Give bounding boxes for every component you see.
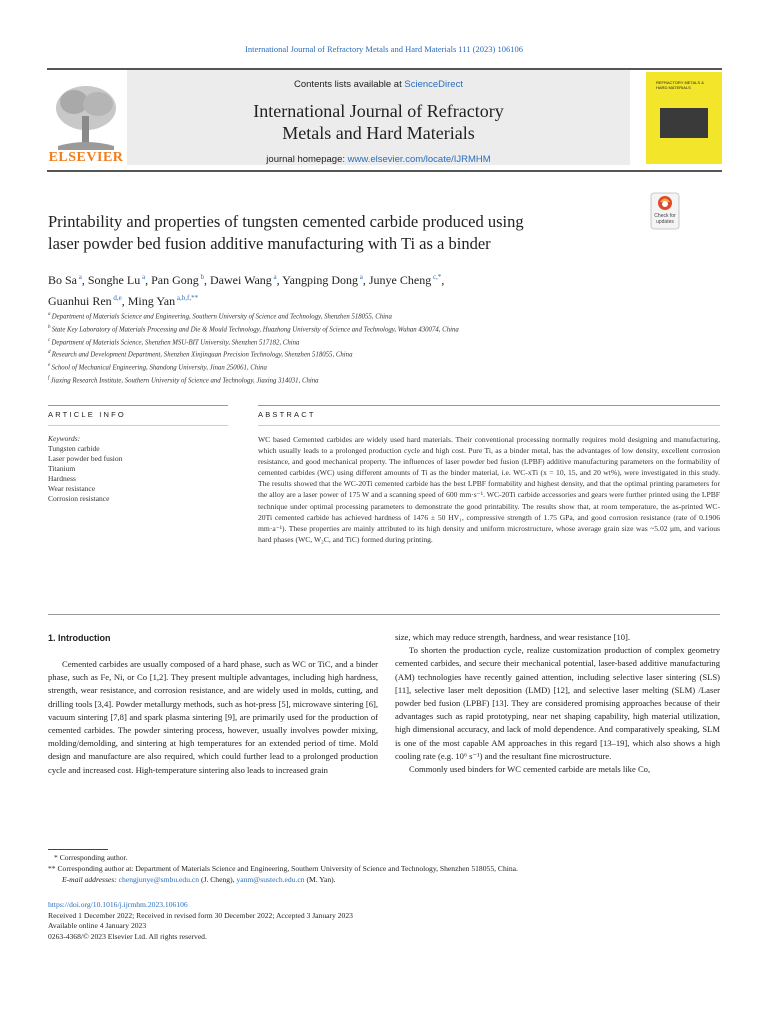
check-for-updates-label: Check for updates bbox=[654, 213, 676, 225]
article-title-line1: Printability and properties of tungsten cemented carbide produced using bbox=[48, 212, 524, 231]
affiliation-item bbox=[48, 323, 688, 336]
author-name-text: Bo Sa bbox=[48, 273, 78, 287]
contents-availability bbox=[127, 79, 630, 90]
check-for-updates-icon[interactable] bbox=[645, 191, 685, 231]
author-name-text: Junye Cheng bbox=[368, 273, 432, 287]
email-label: E-mail addresses: bbox=[62, 875, 119, 885]
affiliation-text: Jiaxing Research Institute, Southern University of Science and Technology, Jiaxing 314031, China bbox=[50, 377, 319, 385]
journal-reference-link[interactable]: International Journal of Refractory Metals and Hard Materials 111 (2023) 106106 bbox=[245, 44, 523, 54]
author-affiliation-marker[interactable]: c,* bbox=[431, 273, 442, 281]
cover-photo bbox=[660, 108, 708, 138]
author-affiliation-marker[interactable]: a bbox=[77, 273, 82, 281]
author-name[interactable] bbox=[88, 273, 145, 287]
author-affiliation-marker[interactable]: a,b,f,** bbox=[175, 294, 199, 302]
footnote-rule bbox=[48, 849, 108, 850]
affiliation-item bbox=[48, 310, 688, 323]
email-owner-cheng: (J. Cheng), bbox=[199, 875, 237, 885]
keyword-item: Titanium bbox=[48, 464, 76, 473]
cover-title: REFRACTORY METALS & HARD MATERIALS bbox=[656, 80, 704, 90]
copyright: 0263-4368/© 2023 Elsevier Ltd. All rights reserved. bbox=[48, 931, 207, 941]
contents-prefix: Contents lists available at bbox=[294, 79, 405, 90]
keyword-item: Wear resistance bbox=[48, 484, 96, 493]
author-name[interactable] bbox=[282, 273, 363, 287]
intro-paragraph-continued: size, which may reduce strength, hardness, and wear resistance [10]. bbox=[395, 632, 631, 642]
journal-title bbox=[127, 100, 630, 144]
author-name-text: Yangping Dong bbox=[282, 273, 359, 287]
article-info-subdivider bbox=[48, 425, 228, 426]
footnote-corresponding: * Corresponding author. bbox=[54, 853, 128, 862]
abstract-heading: ABSTRACT bbox=[258, 410, 316, 419]
affiliation-text: Department of Materials Science, Shenzhen MSU-BIT University, Shenzhen 517182, China bbox=[51, 338, 300, 346]
author-affiliation-marker[interactable]: b bbox=[198, 273, 204, 281]
author-name[interactable] bbox=[48, 273, 82, 287]
author-name-text: Ming Yan bbox=[127, 294, 176, 308]
affiliation-marker: f bbox=[48, 375, 51, 381]
affiliation-text: Department of Materials Science and Engineering, Southern University of Science and Technology, Shenzhen 518055, China bbox=[51, 313, 392, 321]
affiliation-item bbox=[48, 361, 688, 374]
email-owner-yan: (M. Yan). bbox=[304, 875, 336, 885]
footnote-emails bbox=[48, 874, 720, 885]
author-name[interactable] bbox=[151, 273, 204, 287]
homepage-prefix: journal homepage: bbox=[266, 154, 348, 165]
author-list: Bo Sa $^a$, Songhe Lu $^a$, Pan Gong $^b$, Dawei Wang $^a$, Yangping Dong $^a$, Junye Cheng $^{c,*}$, Guanhui Ren $^{d,e}$, Ming Yan $^{a,b,f,**}$ bbox=[48, 273, 445, 308]
email-link-yan[interactable]: yanm@sustech.edu.cn bbox=[236, 875, 305, 885]
author-affiliation-marker[interactable]: a bbox=[271, 273, 277, 281]
received-dates: Received 1 December 2022; Received in revised form 30 December 2022; Accepted 3 January 2023 bbox=[48, 910, 353, 920]
author-name-text: Dawei Wang bbox=[210, 273, 272, 287]
affiliation-marker: e bbox=[48, 363, 52, 369]
footnote-corresponding-address: ** Corresponding author at: Department of Materials Science and Engineering, Southern University of Science and Technology, Shenzhen 518055, China. bbox=[48, 864, 518, 874]
abstract-end-divider bbox=[48, 614, 720, 615]
article-info-heading: ARTICLE INFO bbox=[48, 410, 126, 419]
affiliation-text: State Key Laboratory of Materials Processing and Die & Mould Technology, Huazhong University of Science and Technology, Wuhan 430074, China bbox=[51, 326, 459, 334]
affiliation-item bbox=[48, 374, 688, 387]
journal-title-line1: International Journal of Refractory bbox=[253, 101, 504, 121]
affiliation-item bbox=[48, 336, 688, 349]
abstract-subdivider bbox=[258, 425, 720, 426]
author-affiliation-marker[interactable]: a bbox=[358, 273, 363, 281]
intro-paragraph: To shorten the production cycle, realize customization production of complex geometry cemented carbides, and secure their mechanical potential, laser-based additive manufacturing (AM) technologies have recently gained attention, including selective laser sintering (SLS) [11], selective laser melt deposition (LMD) [12], and selective laser melting (SLM) /Laser powder bed fusion (LPBF) [13]. They are considered promising approaches because of their advantages such as rapid prototyping, near net shaping capability, high material utilization, high dimensional accuracy, and lack of mold dependence. And comparatively speaking, SLM is one of the most capable AM approaches in this regard [13–19], which also shows a high cooling rate (e.g. 10⁶ s⁻¹) and the resultant fine microstructure. bbox=[395, 645, 720, 761]
email-link-cheng[interactable]: chengjunye@smbu.edu.cn bbox=[118, 875, 200, 885]
keyword-list bbox=[48, 444, 228, 504]
author-name[interactable] bbox=[48, 294, 122, 308]
abstract-divider bbox=[258, 405, 720, 406]
affiliation-marker: a bbox=[48, 312, 52, 317]
right-column bbox=[395, 631, 720, 776]
left-column bbox=[48, 658, 378, 777]
article-title bbox=[48, 211, 628, 255]
affiliation-text: Research and Development Department, Shenzhen Xinjinquan Precision Technology, Shenzhen 518055, China bbox=[51, 351, 353, 359]
affiliation-text: School of Mechanical Engineering, Shandong University, Jinan 250061, China bbox=[51, 364, 267, 372]
journal-cover-image[interactable] bbox=[646, 72, 722, 164]
introduction-heading: 1. Introduction bbox=[48, 633, 111, 643]
article-title-line2: laser powder bed fusion additive manufacturing with Ti as a binder bbox=[48, 234, 491, 253]
author-name[interactable] bbox=[210, 273, 277, 287]
abstract-body bbox=[258, 434, 720, 545]
journal-homepage bbox=[127, 154, 630, 165]
available-online: Available online 4 January 2023 bbox=[48, 921, 147, 931]
intro-paragraph: Commonly used binders for WC cemented carbide are metals like Co, bbox=[409, 764, 651, 775]
keyword-item: Hardness bbox=[48, 474, 76, 483]
header-bottom-rule bbox=[47, 170, 722, 172]
sciencedirect-link[interactable]: ScienceDirect bbox=[404, 79, 463, 90]
keyword-item: Corrosion resistance bbox=[48, 494, 110, 503]
affiliation-list bbox=[48, 310, 688, 387]
doi-link[interactable]: https://doi.org/10.1016/j.ijrmhm.2023.106106 bbox=[48, 900, 188, 909]
publisher-logo-text: ELSEVIER bbox=[48, 150, 124, 165]
author-name-text: Guanhui Ren bbox=[48, 294, 112, 308]
affiliation-marker: b bbox=[48, 324, 52, 330]
journal-title-line2: Metals and Hard Materials bbox=[282, 123, 475, 143]
footnotes bbox=[48, 852, 720, 886]
abstract-text: WC based Cemented carbides are widely used hard materials. Their conventional processing normally requires mold designing and manufacturing, which usually leads to a prolonged production cycle and high cost. Pure Ti, as a binder metal, has the advantages of low density, excellent corrosion resistance, and good mechanical property. The influences of laser powder bed fusion (LPBF) additive manufacturing parameters on the formability of cemented carbides (WC) using different amounts of Ti as the binder material, i.e. WC-xTi (x = 10, 15, and 20 wt%), were investigated in this study. The results showed that the WC-20Ti cemented carbide has the best LPBF formability and highest density, and that the optimal printing parameters for the alloy are a laser power of 175 W and a scanning speed of 600 mm·s⁻¹. WC-20Ti carbide accessories and gears were further printed using the LPBF technique under optimal processing parameters to demonstrate the good printability. The results show that, at room temperature, the as-printed WC-20Ti cemented carbide has achieved hardness of 1476 ± 50 HV₁, compressive strength of 1.75 GPa, and good corrosion resistance (rate of 0.1906 mm·a⁻¹). These properties are mainly attributed to its high density and uniform microstructure, whose average grain size was ~5.02 μm, and various hard phases (WC, W₂C, and TiC) formed during printing. bbox=[258, 435, 720, 544]
intro-paragraph: Cemented carbides are usually composed of a hard phase, such as WC or TiC, and a binder phase, such as Fe, Ni, or Co [1,2]. They present multiple advantages, including high hardness, strength, wear resistance, and corrosion resistance, and are widely used in molds, cutting, and drilling tools [3,4]. Powder metallurgy methods, such as hot-press [5], microwave sintering [6], vacuum sintering [7,8] and spark plasma sintering [9], are primarily used for the production of cemented carbides. The powder sintering process, however, usually involves powder mixing, molding/demolding, and sintering at high temperatures for an extended period of time. Mold design and manufacture are also required, which could further lead to a prolonged production cycle and increased cost. High-temperature sintering also leads to increased grain bbox=[48, 659, 378, 775]
keyword-item: Laser powder bed fusion bbox=[48, 454, 123, 463]
author-affiliation-marker[interactable]: d,e bbox=[111, 294, 122, 302]
author-name-text: Pan Gong bbox=[151, 273, 199, 287]
author-name-text: Songhe Lu bbox=[87, 273, 141, 287]
author-name[interactable] bbox=[369, 273, 441, 287]
homepage-link[interactable]: www.elsevier.com/locate/IJRMHM bbox=[347, 154, 491, 165]
author-name[interactable] bbox=[128, 294, 198, 308]
article-info-divider bbox=[48, 405, 228, 406]
keyword-item: Tungsten carbide bbox=[48, 444, 100, 453]
publication-info bbox=[48, 900, 720, 942]
keywords-block bbox=[48, 434, 228, 504]
keywords-label: Keywords: bbox=[48, 434, 81, 443]
author-affiliation-marker[interactable]: a bbox=[140, 273, 146, 281]
affiliation-item bbox=[48, 348, 688, 361]
affiliation-marker: d bbox=[48, 350, 52, 356]
affiliation-marker: c bbox=[48, 337, 52, 343]
